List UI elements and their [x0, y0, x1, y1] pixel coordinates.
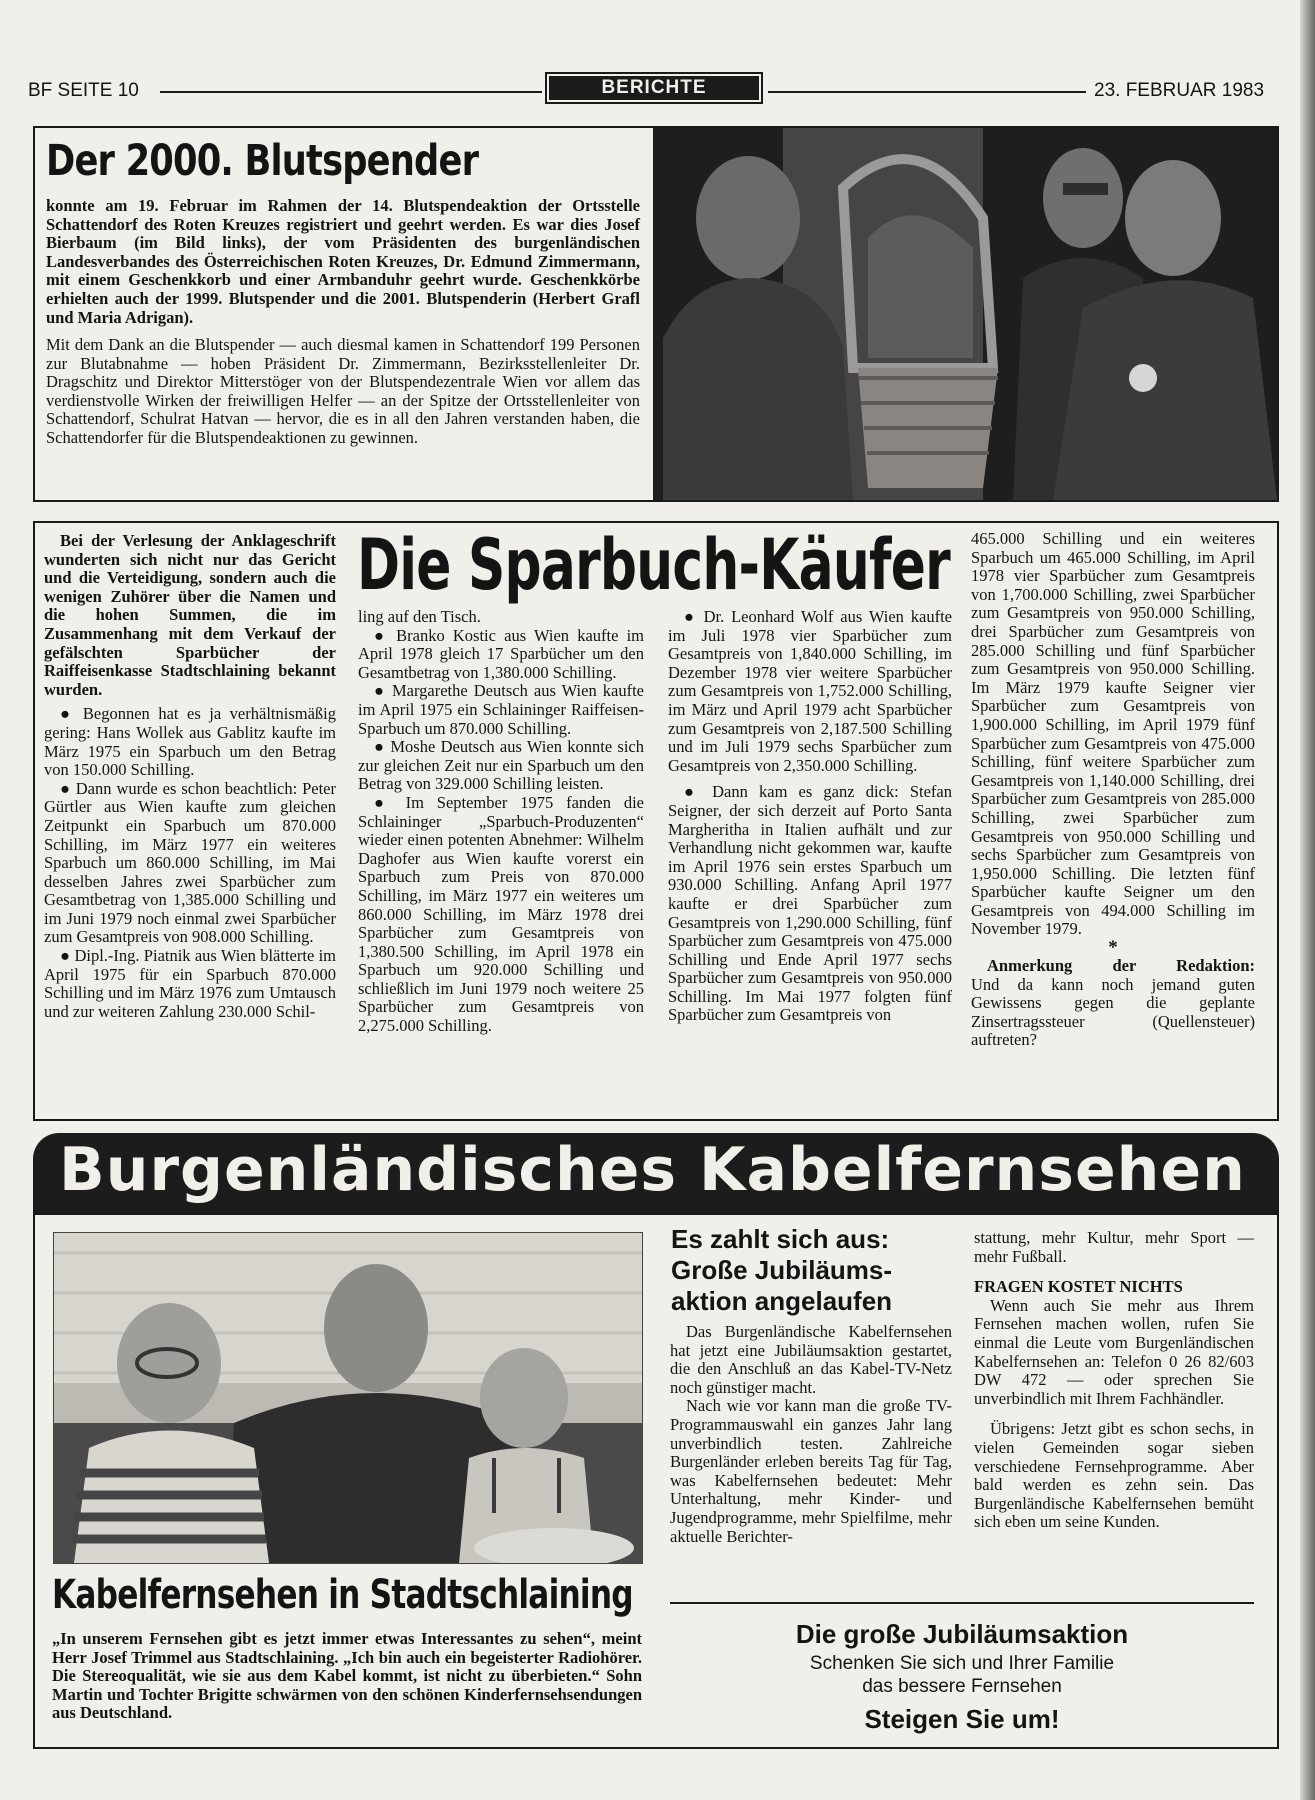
- blood-donor-headline: Der 2000. Blutspender: [46, 136, 479, 186]
- jubilee-ad-line-1: Schenken Sie sich und Ihrer Familie: [809, 1653, 1115, 1674]
- blood-donor-body: Mit dem Dank an die Blutspender — auch diesmal kamen in Schattendorf 199 Personen zur Blutabnahme — hoben Präsident Dr. Zimmermann, Bezirksstellenleiter Dr. Dragschitz und Direktor Mitterstöger von der Blutspendezentrale Wien vor allem das verdienstvolle Wirken der freiwilligen Helfer — an der Spitze der Ortsstellenleiter von Schattendorf, Schulrat Hatvan — hervor, die es in all den Jahren verstanden haben, die Schattendorfer für die Blutspendeaktionen zu gewinnen.: [46, 335, 640, 447]
- cable-tv-right-heading: FRAGEN KOSTET NICHTS: [974, 1277, 1183, 1297]
- editor-note-heading: Anmerkung der Redaktion:: [987, 956, 1255, 976]
- page-edge: [1300, 0, 1315, 1800]
- sparbuch-col-1: Bei der Verlesung der Anklageschrift wunderten sich nicht nur das Gericht und die Verteidigung, sondern auch die wenigen Zuhörer über die Namen und die hohen Summen, die im Zusammenhang mit dem Verkauf der gefälschten Sparbücher der Raiffeisenkasse Stadtschlaining bekannt wurden. ● Begonnen hat es ja verhältnismäßig gering: Hans Wollek aus Gablitz kaufte im März 1975 ein Sparbuch um den Betrag von 150.000 Schilling. ● Dann wurde es schon beachtlich: Peter Gürtler aus Wien kaufte zum gleichen Zeitpunkt ein Sparbuch um 870.000 Schilling, im März 1977 ein weiteres Sparbuch um 860.000 Schilling, im Mai desselben Jahres zwei Sparbücher zum Gesamtbetrag von 1,385.000 Schilling und im Juni 1979 noch einmal zwei Sparbücher zum Gesamtpreis von 908.000 Schilling. ● Dipl.-Ing. Piatnik aus Wien blätterte im April 1975 für ein Sparbuch 870.000 Schilling und im März 1976 zum Umtausch und zur weiteren Zahlung 230.000 Schil-: [44, 532, 336, 1021]
- cable-tv-family-photo: [53, 1232, 643, 1564]
- sparbuch-headline: Die Sparbuch-Käufer: [357, 524, 950, 606]
- jubilee-ad: [670, 1618, 1254, 1736]
- cable-tv-subheadline: Es zahlt sich aus: Große Jubiläums- aktion angelaufen: [671, 1224, 893, 1316]
- page-date: 23. FEBRUAR 1983: [1094, 80, 1265, 101]
- header-rule-right: [768, 91, 1086, 93]
- jubilee-ad-cta: Steigen Sie um!: [864, 1704, 1060, 1734]
- cable-tv-banner: [33, 1133, 1279, 1215]
- separator-star: *: [1108, 937, 1118, 959]
- cable-tv-photo-headline: Kabelfernsehen in Stadtschlaining: [52, 1572, 633, 1618]
- section-label: BERICHTE: [549, 76, 759, 100]
- sparbuch-col-4: 465.000 Schilling und ein weiteres Sparbuch um 465.000 Schilling, im April 1978 vier Sparbücher zum Gesamtpreis von 1,700.000 Schilling, zwei Sparbücher zum Gesamtpreis von 950.000 Schilling, drei Sparbücher zum Gesamtpreis von 285.000 Schilling und fünf Sparbücher zum Gesamtpreis von 950.000 Schilling. Im März 1979 kaufte Seigner vier Sparbücher zum Gesamtpreis von 1,900.000 Schilling, im April 1979 fünf Sparbücher zum Gesamtpreis von 475.000 Schilling, fünf weitere Sparbücher zum Gesamtpreis von 1,140.000 Schilling, drei Sparbücher zum Gesamtpreis von 285.000 Schilling, zwei Sparbücher zum Gesamtpreis von 950.000 Schilling und sechs Sparbücher zum Gesamtpreis von 1,950.000 Schilling. Die letzten fünf Sparbücher kaufte Seigner um den Gesamtpreis von 494.000 Schilling im November 1979. * Anmerkung der Redaktion: Und da kann noch jemand guten Gewissens gegen die geplante Zinsertragssteuer (Quellensteuer) auftreten?: [971, 529, 1255, 1050]
- cable-tv-middle-col: Das Burgenländische Kabelfernsehen hat jetzt eine Jubiläumsaktion gestartet, die den Anschluß an das Kabel-TV-Netz noch günstiger macht. Nach wie vor kann man die große TV-Programmauswahl ein ganzes Jahr lang unverbindlich testen. Zahlreiche Burgenländer erleben bereits Tag für Tag, was Kabelfernsehen bedeutet: Mehr Unterhaltung, mehr Kinder- und Jugendprogramme, mehr Spielfilme, mehr aktuelle Berichter-: [670, 1322, 952, 1546]
- jubilee-ad-line-2: das bessere Fernsehen: [862, 1676, 1062, 1697]
- section-label-box: [545, 72, 763, 104]
- jubilee-ad-title: Die große Jubiläumsaktion: [795, 1619, 1129, 1649]
- editor-note: Und da kann noch jemand guten Gewissens gegen die geplante Zinsertragssteuer (Quellensteuer) auftreten?: [971, 974, 1255, 1050]
- sparbuch-col-2: ling auf den Tisch. ● Branko Kostic aus Wien kaufte im April 1978 gleich 17 Sparbücher um den Gesamtbetrag von 1,380.000 Schilling. ● Margarethe Deutsch aus Wien kaufte im April 1975 ein Schlaininger Raiffeisen-Sparbuch um 870.000 Schilling. ● Moshe Deutsch aus Wien konnte sich zur gleichen Zeit nur ein Sparbuch um den Betrag von 329.000 Schilling leisten. ● Im September 1975 fanden die Schlaininger „Sparbuch-Produzenten“ wieder einen potenten Abnehmer: Wilhelm Daghofer aus Wien kaufte vorerst ein Sparbuch zum Preis von 870.000 Schilling, im März 1977 ein weiteres um 860.000 Schilling, im März 1978 drei Sparbücher zum Gesamtpreis von 1,380.500 Schilling, im April 1978 ein Sparbuch um 920.000 Schilling und schließlich im Juni 1979 noch weitere 25 Sparbücher zum Gesamtpreis von 2,275.000 Schilling.: [358, 608, 644, 1036]
- blood-donor-lead: konnte am 19. Februar im Rahmen der 14. Blutspendeaktion der Ortsstelle Schattendorf des Roten Kreuzes registriert und geehrt werden. Es war dies Josef Bierbaum (im Bild links), der vom Präsidenten des burgenländischen Landesverbandes des Österreichischen Roten Kreuzes, Dr. Edmund Zimmermann, mit einem Geschenkkorb und einer Armbanduhr geehrt wurde. Geschenkkörbe erhielten auch der 1999. Blutspender und die 2001. Blutspenderin (Herbert Grafl und Maria Adrigan).: [46, 196, 640, 327]
- cable-tv-photo-text: „In unserem Fernsehen gibt es jetzt immer etwas Interessantes zu sehen“, meint Herr Josef Trimmel aus Stadtschlaining. „Ich bin auch ein begeisterter Radiohörer. Die Stereoqualität, wie sie aus dem Kabel kommt, ist nicht zu überbieten.“ Sohn Martin und Tochter Brigitte schwärmen von den schönen Kinderfernsehsendungen aus Deutschland.: [52, 1629, 642, 1723]
- header-rule-left: [160, 91, 542, 93]
- ad-divider: [670, 1602, 1254, 1604]
- cable-tv-banner-title: Burgenländisches Kabelfernsehen: [59, 1135, 1246, 1205]
- blood-donor-photo: [653, 128, 1277, 500]
- cable-tv-right-col: stattung, mehr Kultur, mehr Sport — mehr Fußball. FRAGEN KOSTET NICHTS Wenn auch Sie mehr aus Ihrem Fernsehen machen wollen, rufen Sie einmal die Leute vom Burgenländischen Kabelfernsehen an: Telefon 0 26 82/603 DW 472 — oder sprechen Sie unverbindlich mit Ihrem Fachhändler. Übrigens: Jetzt gibt es schon sechs, in vielen Gemeinden sogar sieben verschiedene Fernsehprogramme. Aber bald werden es zehn sein. Das Burgenländische Kabelfernsehen bemüht sich eben um seine Kunden.: [974, 1228, 1254, 1532]
- page-folio: BF SEITE 10: [28, 80, 139, 101]
- sparbuch-col-3: ● Dr. Leonhard Wolf aus Wien kaufte im Juli 1978 vier Sparbücher zum Gesamtpreis von 1,840.000 Schilling, im Dezember 1978 vier weitere Sparbücher zum Gesamtpreis von 1,752.000 Schilling, im März und April 1979 acht Sparbücher zum Gesamtpreis von 2,187.500 Schilling und im Juli 1979 sechs Sparbücher zum Gesamtpreis von 2,350.000 Schilling. ● Dann kam es ganz dick: Stefan Seigner, der sich derzeit auf Porto Santa Margheritha in Italien aufhält und zur Verhandlung nicht gekommen war, kaufte im April 1976 sein erstes Sparbuch um 930.000 Schilling. Anfang April 1977 kaufte er drei Sparbücher zum Gesamtpreis von 1,290.000 Schilling, fünf Sparbücher zum Gesamtpreis von 475.000 Schilling und Ende April 1977 sechs Sparbücher zum Gesamtpreis von 950.000 Schilling. Im Mai 1977 folgten fünf Sparbücher zum Gesamtpreis von: [668, 608, 952, 1025]
